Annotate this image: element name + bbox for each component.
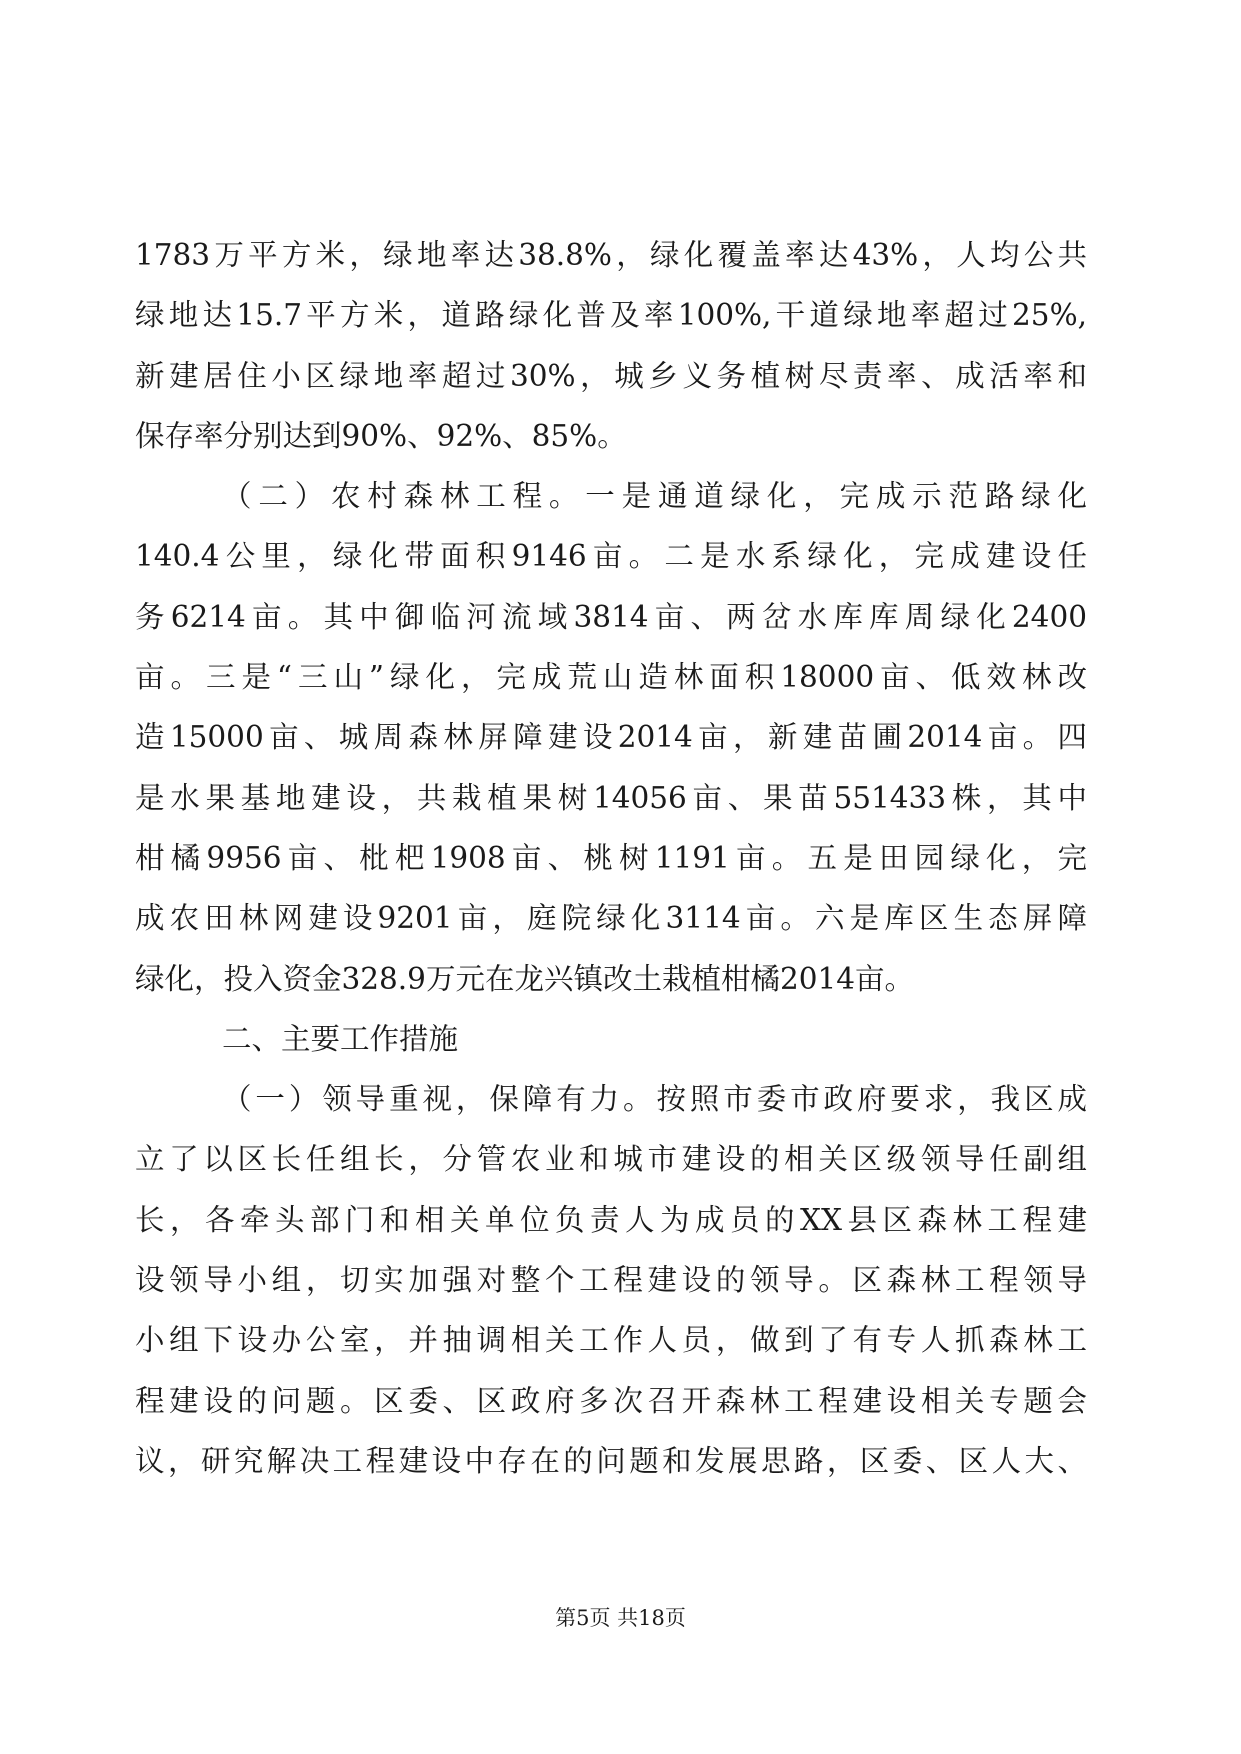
text-line: 长，各牵头部门和相关单位负责人为成员的XX县区森林工程建 [135, 1202, 1087, 1237]
text-line: 造15000亩、城周森林屏障建设2014亩，新建苗圃2014亩。四 [135, 720, 1087, 755]
text-line: 是水果基地建设，共栽植果树14056亩、果苗551433株，其中 [135, 780, 1087, 815]
section-heading: 二、主要工作措施 [222, 1021, 459, 1056]
page-number-label: 第5页 共18页 [555, 1606, 686, 1630]
text-line: 立了以区长任组长，分管农业和城市建设的相关区级领导任副组 [135, 1142, 1087, 1177]
paragraph-first-line: （二）农村森林工程。一是通道绿化，完成示范路绿化 [222, 479, 1087, 514]
text-line: 1783万平方米，绿地率达38.8%，绿化覆盖率达43%，人均公共 [135, 238, 1087, 272]
text-line: 务6214亩。其中御临河流域3814亩、两岔水库库周绿化2400 [135, 599, 1087, 634]
text-line: 议，研究解决工程建设中存在的问题和发展思路，区委、区人大、 [135, 1443, 1087, 1478]
text-line: 柑橘9956亩、枇杷1908亩、桃树1191亩。五是田园绿化，完 [135, 840, 1087, 875]
text-line: 小组下设办公室，并抽调相关工作人员，做到了有专人抓森林工 [135, 1323, 1087, 1358]
text-line: 程建设的问题。区委、区政府多次召开森林工程建设相关专题会 [135, 1383, 1087, 1418]
text-line: 成农田林网建设9201亩，庭院绿化3114亩。六是库区生态屏障 [135, 901, 1087, 936]
text-line: 140.4公里，绿化带面积9146亩。二是水系绿化，完成建设任 [135, 539, 1087, 574]
text-line: 设领导小组，切实加强对整个工程建设的领导。区森林工程领导 [135, 1263, 1087, 1298]
text-line: 亩。三是“三山”绿化，完成荒山造林面积18000亩、低效林改 [135, 660, 1087, 695]
text-line: 绿化，投入资金328.9万元在龙兴镇改土栽植柑橘2014亩。 [135, 961, 915, 996]
text-line: 保存率分别达到90%、92%、85%。 [135, 418, 627, 453]
document-body [135, 225, 1087, 1491]
text-line: 新建居住小区绿地率超过30%，城乡义务植树尽责率、成活率和 [135, 358, 1087, 393]
text-line: 绿地达15.7平方米，道路绿化普及率100%,干道绿地率超过25%, [135, 298, 1087, 333]
page-footer [0, 1603, 1241, 1633]
paragraph-first-line: （一）领导重视，保障有力。按照市委市政府要求，我区成 [222, 1082, 1087, 1117]
